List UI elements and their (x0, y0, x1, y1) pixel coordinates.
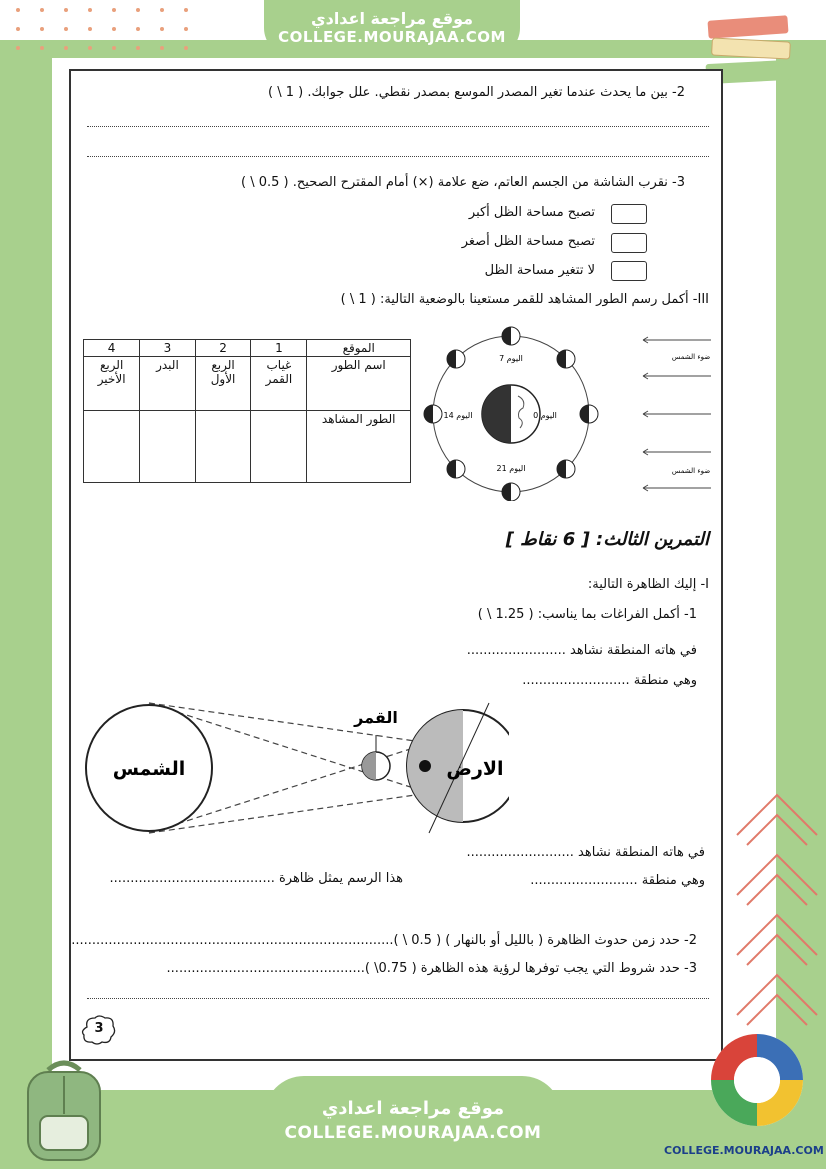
top-banner (264, 0, 520, 56)
bottom-banner (264, 1076, 562, 1169)
drawing-cell[interactable] (195, 411, 251, 483)
drawing-cell[interactable] (84, 411, 140, 483)
question-3b: 3- حدد شروط التي يجب توفرها لرؤية هذه الظاهرة ( 0.75\ )................................................ (166, 961, 697, 976)
position-cell: 4 (84, 340, 140, 357)
phase-name-cell: الربع الأخير (84, 357, 140, 411)
chevron-decoration (732, 790, 822, 1040)
option-checkbox[interactable] (611, 233, 647, 253)
fill-blank[interactable]: في هاته المنطقة نشاهد .......................... (466, 845, 705, 860)
option-label: تصبح مساحة الظل أكبر (468, 205, 595, 220)
phase-name-cell: غياب القمر (251, 357, 307, 411)
day-label: اليوم 0 (533, 411, 557, 420)
phase-name-cell: الربع الأول (195, 357, 251, 411)
question-2b: 2- حدد زمن حدوث الظاهرة ( بالليل أو بالنهار ) ( 0.5 \ ).............................................................................. (71, 933, 697, 948)
fill-blank[interactable]: هذا الرسم يمثل ظاهرة ........................................ (109, 871, 403, 886)
part-1-question-1: 1- أكمل الفراغات بما يناسب: ( 1.25 \ ) (477, 607, 697, 622)
moon-icon (502, 483, 520, 501)
drawing-cell[interactable] (251, 411, 307, 483)
logo-text: COLLEGE.MOURAJAA.COM (664, 1144, 824, 1157)
position-cell: 3 (140, 340, 195, 357)
sun-label: الشمس (112, 758, 186, 780)
moon-icon (362, 752, 390, 780)
part-3-instruction: III- أكمل رسم الطور المشاهد للقمر مستعينا بالوضعية التالية: ( 1 \ ) (340, 292, 709, 307)
moon-icon (502, 327, 520, 345)
row-label: الطور المشاهد (307, 411, 411, 483)
position-cell: 2 (195, 340, 251, 357)
earth-icon (482, 385, 540, 443)
banner-url[interactable]: COLLEGE.MOURAJAA.COM (278, 28, 506, 46)
phase-name-cell: البدر (140, 357, 195, 411)
moon-icon (447, 460, 465, 478)
answer-line[interactable] (87, 998, 709, 999)
banner-url[interactable]: COLLEGE.MOURAJAA.COM (284, 1123, 542, 1143)
moon-label: القمر (354, 708, 398, 727)
fill-blank[interactable]: وهي منطقة .......................... (522, 673, 697, 688)
option-label: تصبح مساحة الظل أصغر (461, 234, 595, 249)
table-header-label: الموقع (307, 340, 411, 357)
fill-blank[interactable]: وهي منطقة .......................... (530, 873, 705, 888)
exercise-3-title: التمرين الثالث: [ 6 نقاط ] (505, 529, 709, 550)
question-3: 3- نقرب الشاشة من الجسم العاتم، ضع علامة (×) أمام المقترح الصحيح. ( 0.5 \ ) (241, 175, 685, 190)
option-checkbox[interactable] (611, 261, 647, 281)
row-label: اسم الطور (307, 357, 411, 411)
backpack-icon (18, 1058, 110, 1164)
frame-left (0, 40, 52, 1169)
sunlight-label: ضوء الشمس (671, 467, 711, 475)
sunlight-label: ضوء الشمس (671, 353, 711, 361)
answer-line[interactable] (87, 156, 709, 157)
fill-blank[interactable]: في هاته المنطقة نشاهد ........................ (466, 643, 697, 658)
site-logo (696, 1022, 818, 1144)
part-1-intro: I- إليك الظاهرة التالية: (587, 577, 709, 592)
day-label: اليوم 21 (496, 464, 526, 473)
banner-site-name: موقع مراجعة اعدادي (321, 1098, 505, 1119)
moon-orbit-diagram (423, 326, 713, 501)
earth-label: الارض (446, 758, 504, 780)
exam-sheet (69, 69, 723, 1061)
moon-icon (557, 350, 575, 368)
day-label: اليوم 14 (443, 411, 473, 420)
option-label: لا تتغير مساحة الظل (484, 263, 595, 278)
moon-phase-table (83, 339, 411, 483)
banner-site-name: موقع مراجعة اعدادي (310, 9, 474, 28)
moon-icon (447, 350, 465, 368)
drawing-cell[interactable] (140, 411, 195, 483)
option-checkbox[interactable] (611, 204, 647, 224)
question-2: 2- بين ما يحدث عندما تغير المصدر الموسع بمصدر نقطي. علل جوابك. ( 1 \ ) (267, 85, 685, 100)
moon-icon (580, 405, 598, 423)
position-cell: 1 (251, 340, 307, 357)
moon-icon (424, 405, 442, 423)
page-number: 3 (94, 1021, 104, 1036)
eclipse-diagram (79, 693, 509, 843)
answer-line[interactable] (87, 126, 709, 127)
day-label: اليوم 7 (499, 354, 523, 363)
moon-icon (557, 460, 575, 478)
